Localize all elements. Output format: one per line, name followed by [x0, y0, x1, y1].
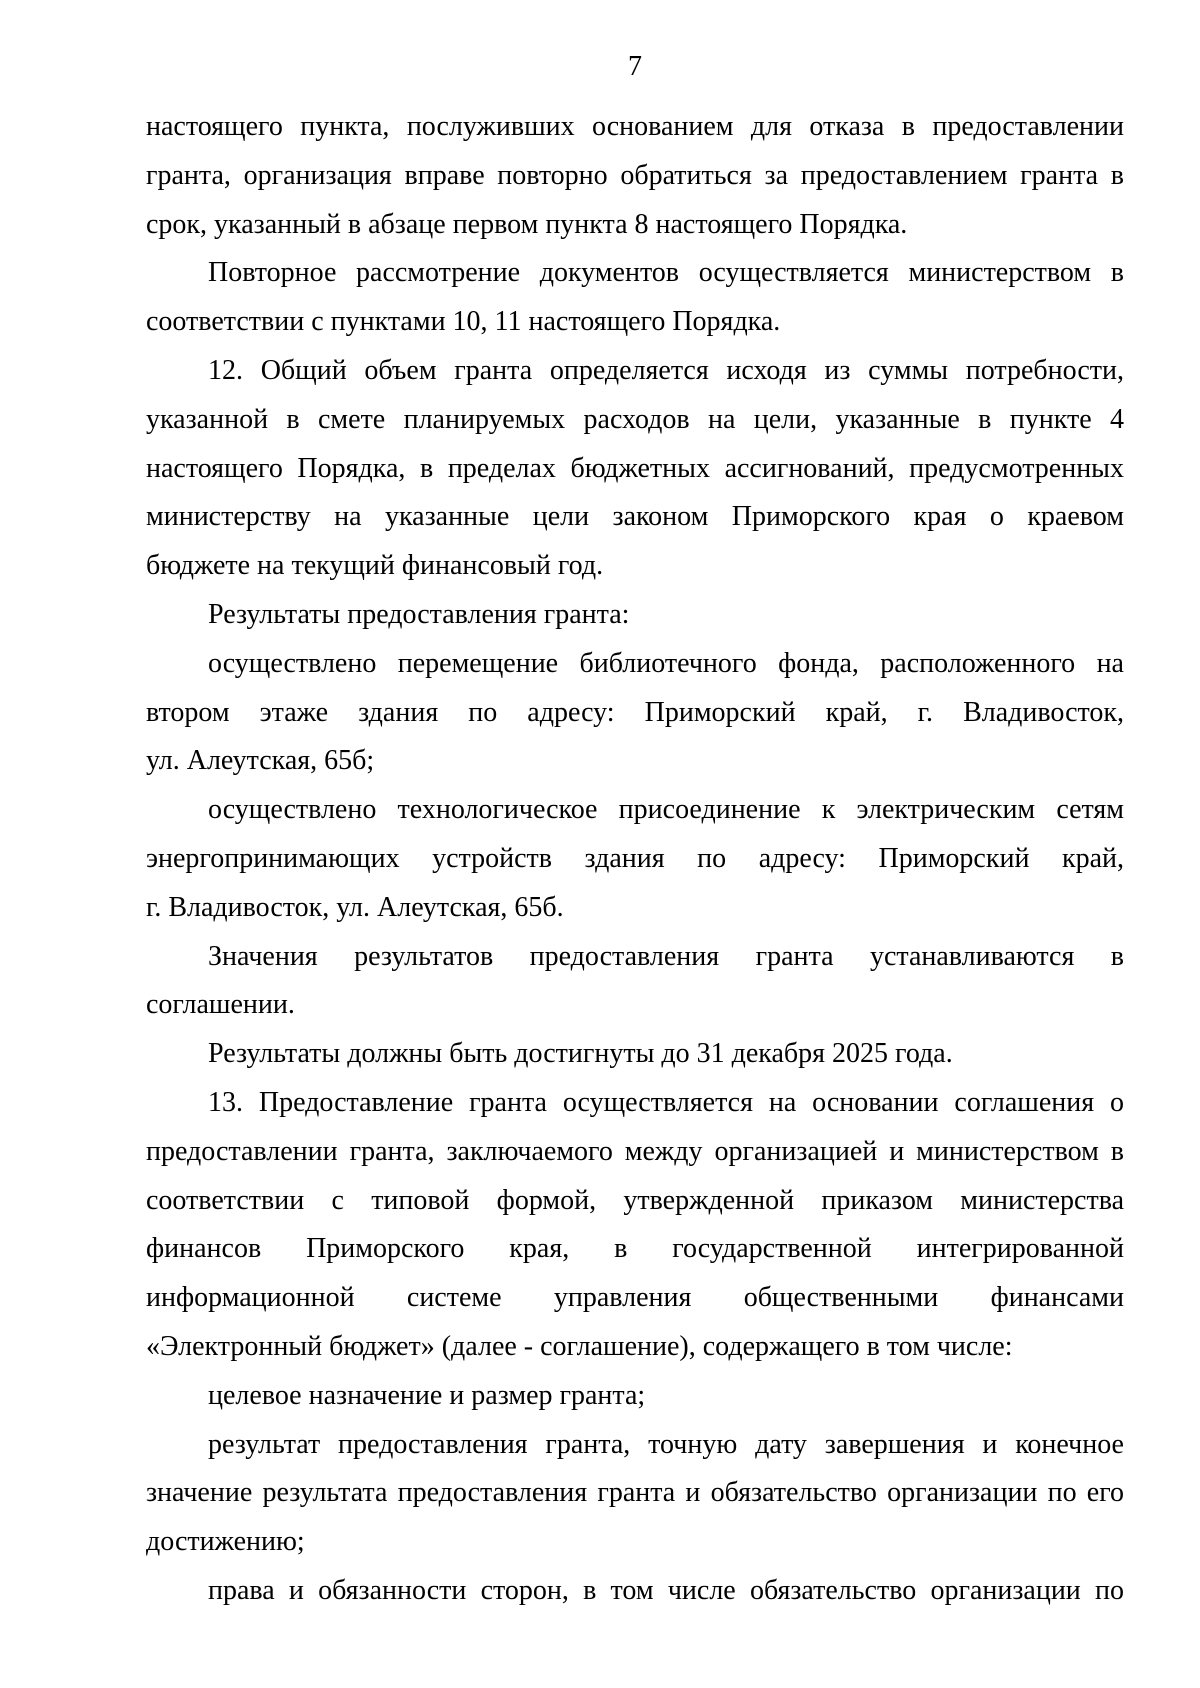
- text-line: результат предоставления гранта, точную дату завершения и конечное: [208, 1428, 1124, 1460]
- text-line: права и обязанности сторон, в том числе обязательство организации по: [208, 1574, 1124, 1606]
- paragraph: [146, 103, 1124, 249]
- text-line: 12. Общий объем гранта определяется исходя из суммы потребности,: [208, 354, 1124, 386]
- text-line: соглашении.: [146, 989, 295, 1021]
- text-line: настоящего Порядка, в пределах бюджетных ассигнований, предусмотренных: [146, 452, 1124, 484]
- document-text: [146, 103, 1124, 1616]
- text-line: финансов Приморского края, в государственной интегрированной: [146, 1233, 1124, 1265]
- paragraph: [146, 1079, 1124, 1372]
- text-line: срок, указанный в абзаце первом пункта 8 настоящего Порядка.: [146, 208, 908, 240]
- page-number: 7: [628, 51, 642, 82]
- paragraph: [146, 933, 1124, 1031]
- text-line: достижению;: [146, 1526, 305, 1558]
- text-line: соответствии с пунктами 10, 11 настоящего Порядка.: [146, 306, 781, 338]
- text-line: Результаты должны быть достигнуты до 31 декабря 2025 года.: [208, 1038, 953, 1070]
- text-line: соответствии с типовой формой, утвержденной приказом министерства: [146, 1184, 1124, 1216]
- paragraph: [146, 786, 1124, 932]
- text-line: Значения результатов предоставления гранта устанавливаются в: [208, 940, 1124, 972]
- text-line: осуществлено перемещение библиотечного фонда, расположенного на: [208, 647, 1124, 679]
- text-line: втором этаже здания по адресу: Приморский край, г. Владивосток,: [146, 696, 1124, 728]
- text-line: ул. Алеутская, 65б;: [146, 745, 375, 777]
- paragraph: [146, 1421, 1124, 1567]
- text-line: энергопринимающих устройств здания по адресу: Приморский край,: [146, 842, 1124, 874]
- paragraph: [146, 1567, 1124, 1616]
- text-line: г. Владивосток, ул. Алеутская, 65б.: [146, 891, 564, 923]
- text-line: гранта, организация вправе повторно обратиться за предоставлением гранта в: [146, 159, 1124, 191]
- text-line: указанной в смете планируемых расходов на цели, указанные в пункте 4: [146, 403, 1124, 435]
- paragraph: [146, 591, 1124, 640]
- text-line: министерству на указанные цели законом Приморского края о краевом: [146, 501, 1124, 533]
- text-line: информационной системе управления общественными финансами: [146, 1282, 1124, 1314]
- paragraph: [146, 249, 1124, 347]
- paragraph: [146, 1030, 1124, 1079]
- text-line: целевое назначение и размер гранта;: [208, 1379, 646, 1411]
- text-line: предоставлении гранта, заключаемого между организацией и министерством в: [146, 1135, 1124, 1167]
- paragraph: [146, 1372, 1124, 1421]
- text-line: бюджете на текущий финансовый год.: [146, 550, 604, 582]
- text-line: Повторное рассмотрение документов осуществляется министерством в: [208, 257, 1124, 289]
- text-line: настоящего пункта, послуживших основанием для отказа в предоставлении: [146, 111, 1124, 142]
- paragraph: [146, 640, 1124, 786]
- text-line: значение результата предоставления гранта и обязательство организации по его: [146, 1477, 1124, 1509]
- paragraph: [146, 347, 1124, 591]
- text-line: Результаты предоставления гранта:: [208, 598, 630, 630]
- text-line: «Электронный бюджет» (далее - соглашение), содержащего в том числе:: [146, 1330, 1013, 1362]
- text-line: 13. Предоставление гранта осуществляется на основании соглашения о: [208, 1086, 1124, 1118]
- text-line: осуществлено технологическое присоединение к электрическим сетям: [208, 794, 1124, 826]
